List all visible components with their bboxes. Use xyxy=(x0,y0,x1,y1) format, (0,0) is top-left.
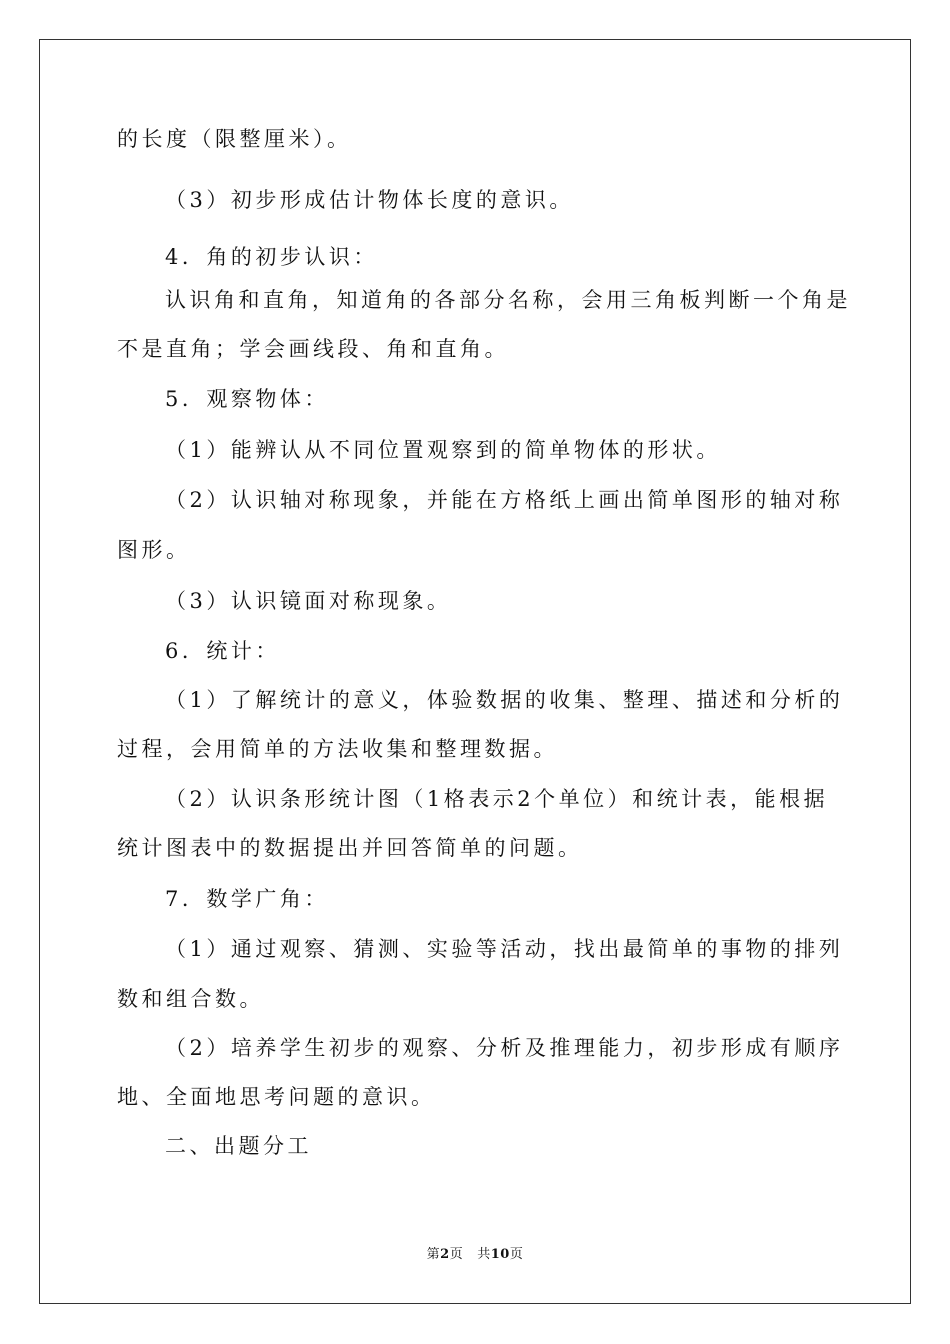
text-line: 认识角和直角，知道角的各部分名称，会用三角板判断一个角是 xyxy=(165,288,851,312)
page-prefix: 第 xyxy=(426,1247,441,1262)
text-line: （3）初步形成估计物体长度的意识。 xyxy=(165,188,574,212)
text-line: 不是直角；学会画线段、角和直角。 xyxy=(117,337,509,361)
text-line: 的长度（限整厘米）。 xyxy=(117,127,352,151)
text-line: 图形。 xyxy=(117,538,191,562)
page-suffix: 页 xyxy=(449,1247,464,1262)
text-line: （2）认识轴对称现象，并能在方格纸上画出简单图形的轴对称 xyxy=(165,488,844,512)
text-line: （1）通过观察、猜测、实验等活动，找出最简单的事物的排列 xyxy=(165,937,844,961)
text-line: （1）能辨认从不同位置观察到的简单物体的形状。 xyxy=(165,438,721,462)
total-suffix: 页 xyxy=(509,1247,524,1262)
text-line: （2）培养学生初步的观察、分析及推理能力，初步形成有顺序 xyxy=(165,1036,844,1060)
text-line: 统计图表中的数据提出并回答简单的问题。 xyxy=(117,836,583,860)
page-footer xyxy=(0,1246,950,1264)
section-heading: 7．数学广角： xyxy=(165,887,329,911)
text-line: 地、全面地思考问题的意识。 xyxy=(117,1085,436,1109)
total-pages: 10 xyxy=(490,1247,510,1262)
total-prefix: 共 xyxy=(477,1247,491,1262)
page-number: 2 xyxy=(440,1247,450,1262)
section-heading: 5．观察物体： xyxy=(165,387,329,411)
section-heading: 4．角的初步认识： xyxy=(165,245,378,269)
text-line: （3）认识镜面对称现象。 xyxy=(165,589,452,613)
text-line: 数和组合数。 xyxy=(117,987,264,1011)
text-line: （1）了解统计的意义，体验数据的收集、整理、描述和分析的 xyxy=(165,688,844,712)
text-line: （2）认识条形统计图（1格表示2个单位）和统计表，能根据 xyxy=(165,787,829,811)
text-line: 过程，会用简单的方法收集和整理数据。 xyxy=(117,737,558,761)
section-heading: 二、出题分工 xyxy=(165,1134,312,1158)
section-heading: 6．统计： xyxy=(165,639,280,663)
page-border xyxy=(39,39,911,1304)
